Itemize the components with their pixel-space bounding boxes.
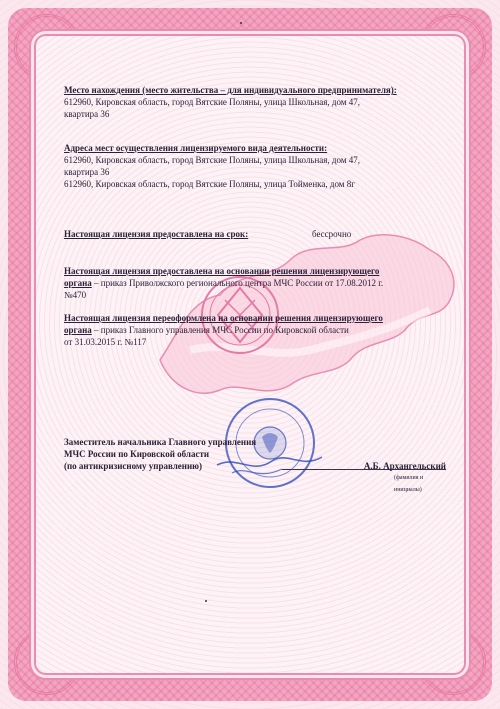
signatory-line: (по антикризисному управлению) xyxy=(64,461,203,471)
address-line: 612960, Кировская область, город Вятские Поляны, улица Тойменка, дом 8г xyxy=(64,179,355,189)
location-line: квартира 36 xyxy=(64,109,110,119)
location-label: Место нахождения (место жительства – для индивидуального предпринимателя): xyxy=(64,85,397,95)
basis-section xyxy=(64,265,450,301)
term-value: бессрочно xyxy=(312,229,352,239)
basis-label: Настоящая лицензия предоставлена на основании решения лицензирующего xyxy=(64,266,380,276)
signatory-name: А.Б. Архангельский xyxy=(363,461,446,471)
signatory-line: МЧС России по Кировской области xyxy=(64,449,210,459)
term-section xyxy=(64,228,450,240)
basis-number: №470 xyxy=(64,290,87,300)
signatory-caption: (фамилия и инициалы) xyxy=(394,475,424,493)
reissue-text: – приказ Главного управления МЧС России по Кировской области xyxy=(91,325,349,335)
reissue-section xyxy=(64,312,450,348)
basis-label-end: органа xyxy=(64,278,92,288)
addresses-section xyxy=(64,142,450,190)
reissue-date: от 31.03.2015 г. №117 xyxy=(64,337,147,347)
signatory-line: Заместитель начальника Главного управления xyxy=(64,437,257,447)
addresses-label: Адреса мест осуществления лицензируемого вида деятельности: xyxy=(64,143,328,153)
location-section xyxy=(64,84,450,120)
location-line: 612960, Кировская область, город Вятские Поляны, улица Школьная, дом 47, xyxy=(64,97,361,107)
address-line: квартира 36 xyxy=(64,167,110,177)
reissue-label-end: органа xyxy=(64,325,92,335)
signature-section xyxy=(64,436,450,496)
term-label: Настоящая лицензия предоставлена на срок: xyxy=(64,229,249,239)
basis-text: – приказ Приволжского регионального центра МЧС России от 17.08.2012 г. xyxy=(91,278,384,288)
reissue-label: Настоящая лицензия переоформлена на основании решения лицензирующего xyxy=(64,313,383,323)
address-line: 612960, Кировская область, город Вятские Поляны, улица Школьная, дом 47, xyxy=(64,155,361,165)
dust-mark xyxy=(240,22,242,24)
dust-mark xyxy=(205,600,207,602)
